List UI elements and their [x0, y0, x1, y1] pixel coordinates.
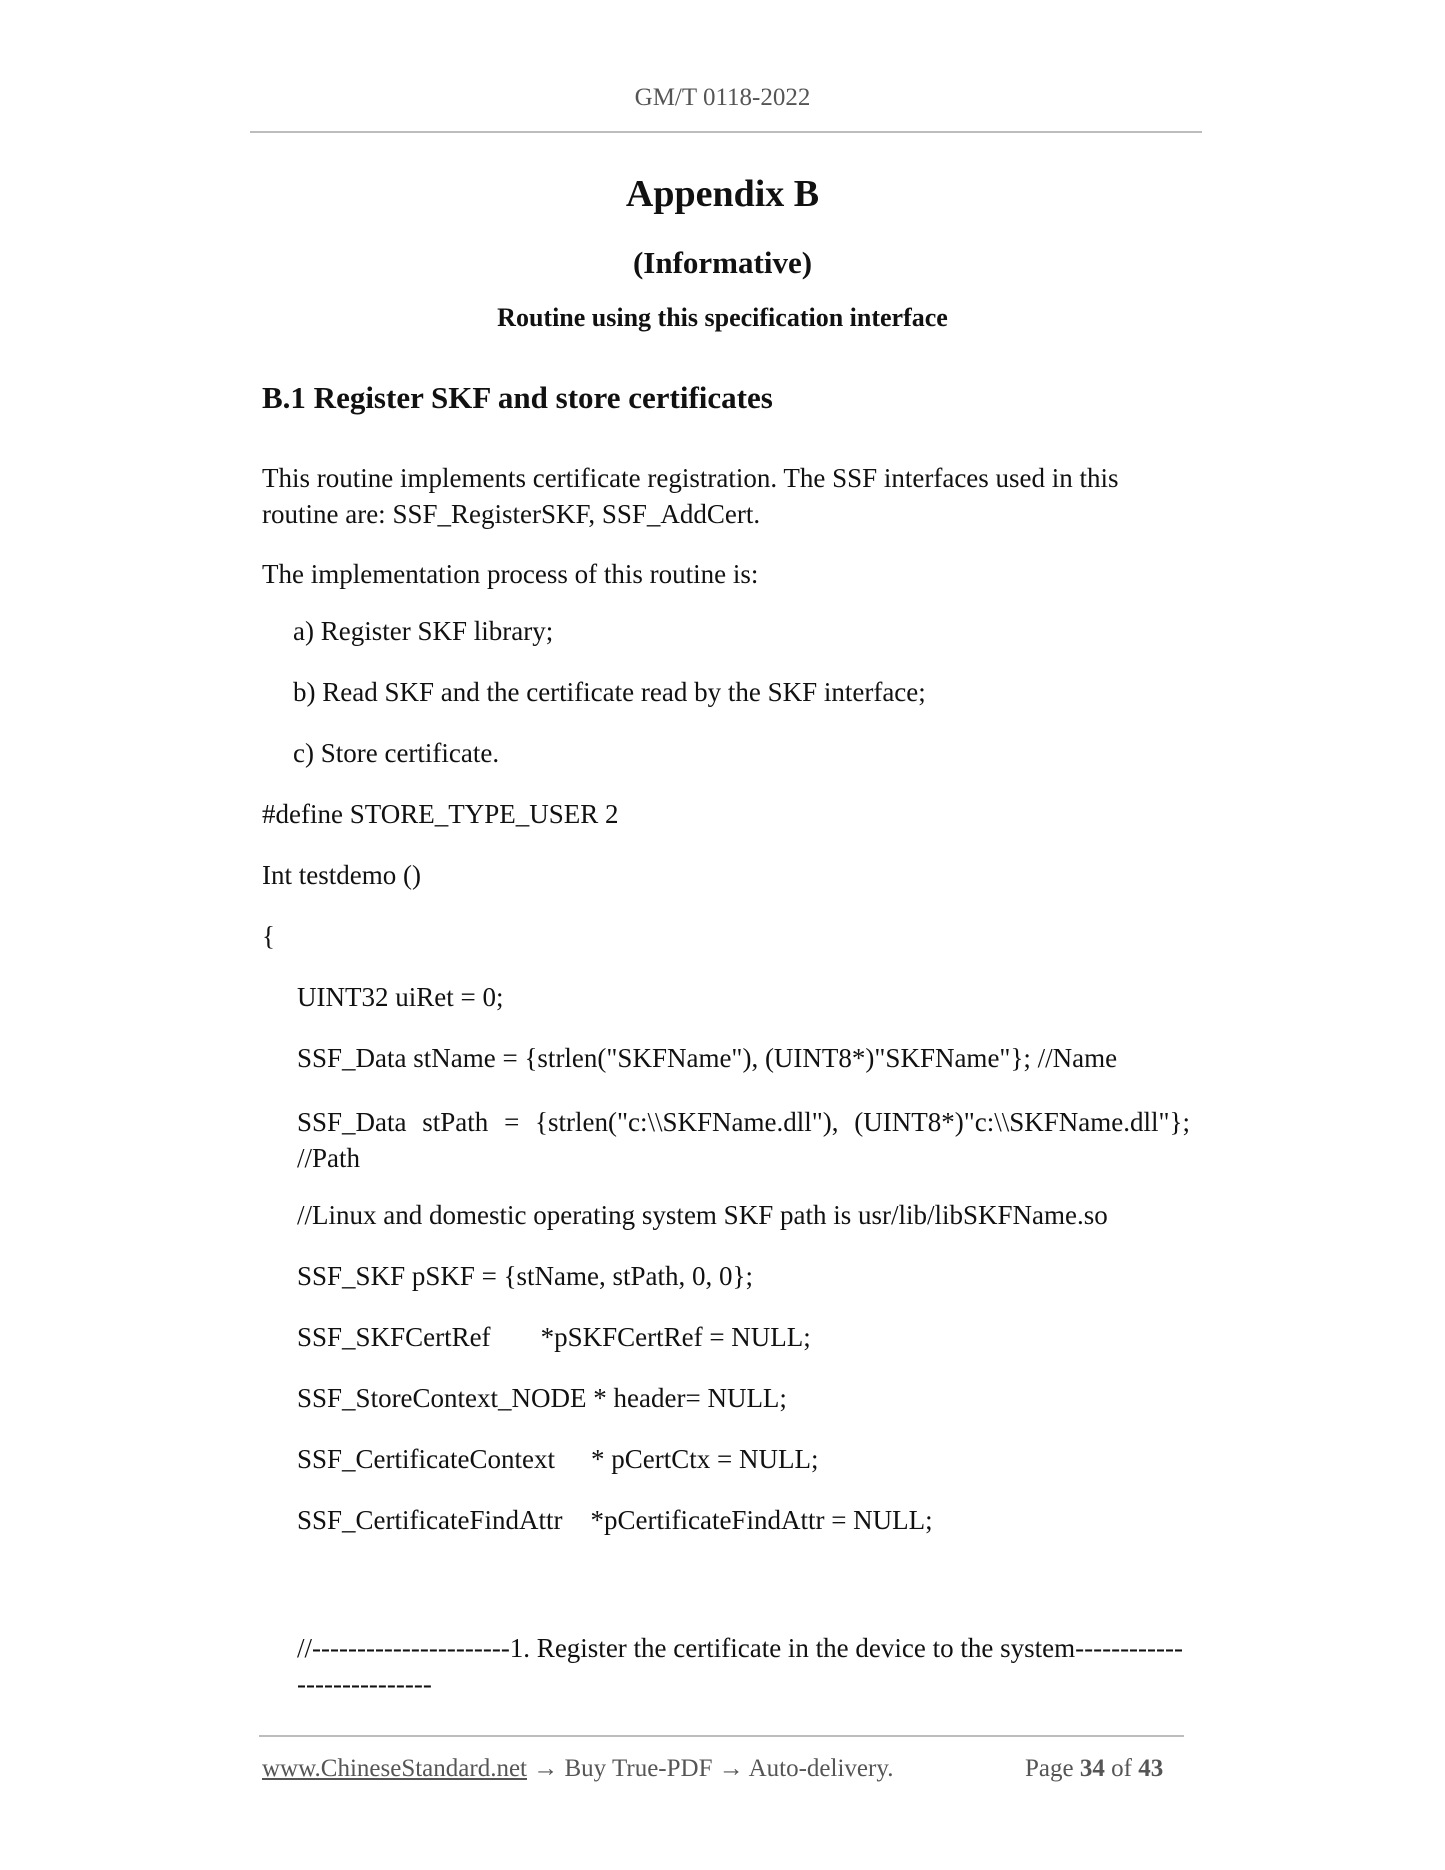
page-current: 34: [1079, 1755, 1105, 1782]
appendix-caption: Routine using this specification interface: [497, 303, 948, 332]
step-item: a) Register SKF library;: [293, 616, 554, 646]
code-line: SSF_Data stName = {strlen("SKFName"), (UINT8*)"SKFName"}; //Name: [297, 1043, 1118, 1073]
code-comment: //----------------------1. Register the certificate in the device to the system------------ ---------------: [297, 1633, 1184, 1699]
code-line: [297, 1444, 818, 1475]
appendix-subtitle: (Informative): [632, 245, 813, 280]
header-divider: [250, 131, 1202, 133]
code-line: SSF_SKF pSKF = {stName, stPath, 0, 0};: [297, 1261, 753, 1291]
code-type: SSF_CertificateFindAttr: [297, 1505, 563, 1535]
code-line: [297, 1505, 933, 1536]
code-open-brace: {: [262, 921, 275, 951]
section-heading: B.1 Register SKF and store certificates: [262, 380, 773, 415]
code-variable: *pSKFCertRef = NULL;: [540, 1322, 811, 1352]
code-define: #define STORE_TYPE_USER 2: [262, 799, 619, 829]
page-number: [1025, 1755, 1163, 1783]
code-type: SSF_SKFCertRef: [297, 1322, 491, 1352]
footer-link[interactable]: www.ChineseStandard.net: [262, 1755, 527, 1782]
footer-promo: [262, 1755, 893, 1783]
step-item: b) Read SKF and the certificate read by the SKF interface;: [293, 677, 926, 707]
code-comment: //Linux and domestic operating system SKF path is usr/lib/libSKFName.so: [297, 1200, 1108, 1230]
appendix-title: Appendix B: [625, 173, 820, 215]
step-item: c) Store certificate.: [293, 738, 500, 768]
of-label: of: [1111, 1755, 1132, 1782]
page-label: Page: [1025, 1755, 1074, 1782]
process-paragraph: The implementation process of this routine is:: [262, 559, 759, 589]
intro-paragraph: This routine implements certificate registration. The SSF interfaces used in this routine are: SSF_RegisterSKF, SSF_AddCert.: [262, 463, 1119, 529]
code-variable: * pCertCtx = NULL;: [590, 1444, 819, 1474]
code-type: SSF_CertificateContext: [297, 1444, 555, 1474]
footer-promo-text: → Buy True-PDF → Auto-delivery.: [527, 1755, 894, 1782]
footer-divider: [259, 1735, 1184, 1737]
code-line: SSF_Data stPath = {strlen("c:\\SKFName.dll"), (UINT8*)"c:\\SKFName.dll"}; //Path: [297, 1107, 1190, 1173]
code-variable: *pCertificateFindAttr = NULL;: [590, 1505, 933, 1535]
page-total: 43: [1138, 1755, 1164, 1782]
code-line: UINT32 uiRet = 0;: [297, 982, 504, 1012]
code-function-signature: Int testdemo (): [262, 860, 421, 890]
code-line: [297, 1322, 811, 1353]
page-header: GM/T 0118-2022: [634, 84, 811, 111]
code-line: SSF_StoreContext_NODE * header= NULL;: [297, 1383, 787, 1413]
